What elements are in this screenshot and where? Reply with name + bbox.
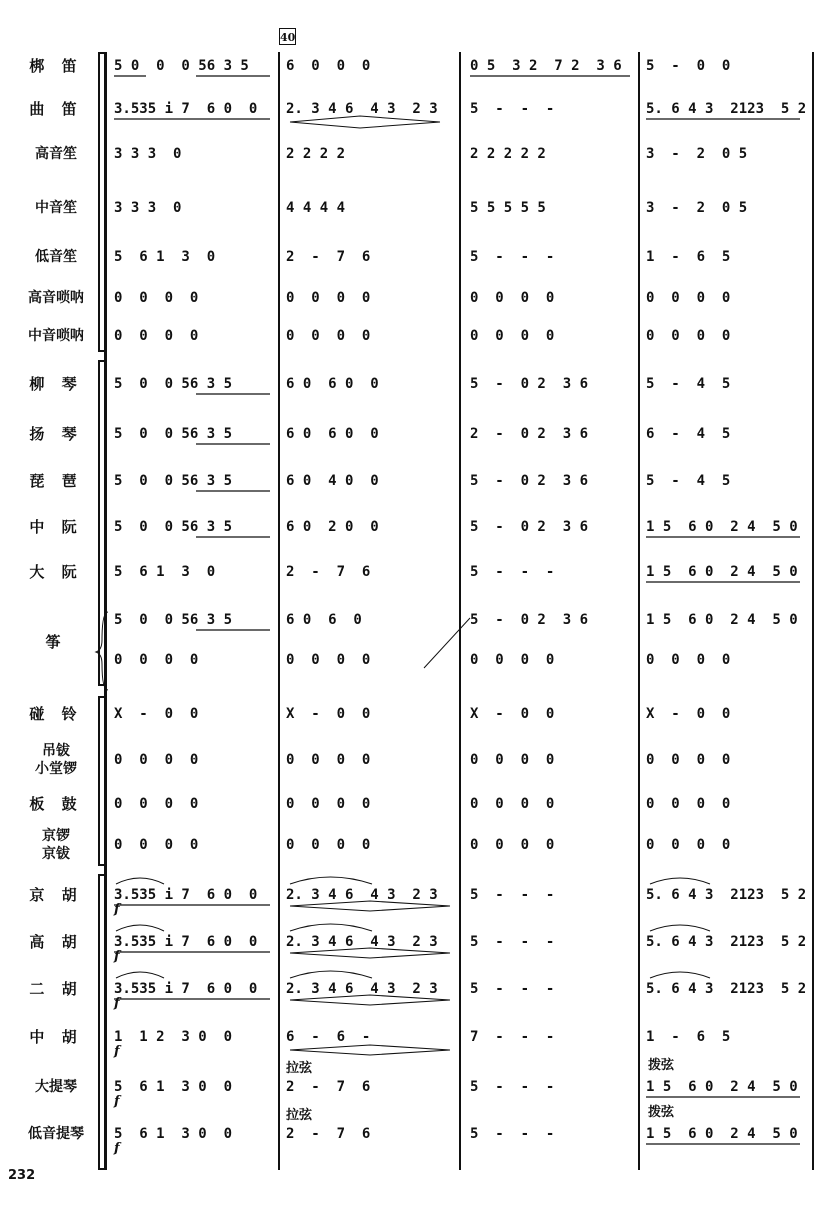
gaoyinsheng-m2: 2 2 2 2 (286, 146, 346, 162)
gaoyinsheng-m4: 3 - 2 0 5 (646, 146, 748, 162)
dynamic-forte-diyintiqin: f (114, 1141, 120, 1156)
zhongruan-m2: 6 0 2 0 0 (286, 519, 379, 535)
pengling-m2: X - 0 0 (286, 706, 371, 722)
zhongruan-m1: 5 0 0 56 3 5 (114, 519, 233, 535)
instrument-label-zheng: 筝 (45, 633, 67, 651)
diaobo-m3: 0 0 0 0 (470, 752, 555, 768)
bangu-m2: 0 0 0 0 (286, 796, 371, 812)
yangqin-m3: 2 - 0 2 3 6 (470, 426, 589, 442)
diaobo-m1: 0 0 0 0 (114, 752, 199, 768)
bangdi-m3: 0 5 3 2 7 2 3 6 (470, 58, 622, 74)
instrument-label-liuqin: 柳 琴 (29, 375, 83, 393)
instrument-label-pengling: 碰 铃 (29, 705, 83, 723)
glissando-line-zheng (424, 618, 470, 668)
yangqin-m4: 6 - 4 5 (646, 426, 731, 442)
zheng-lower-m4: 0 0 0 0 (646, 652, 731, 668)
erhu-m4: 5. 6 4 3 2123 5 2 (646, 981, 807, 997)
daruan-m1: 5 6 1 3 0 (114, 564, 216, 580)
hairpin-cresc-decresc-qudi (290, 116, 440, 122)
bangu-m4: 0 0 0 0 (646, 796, 731, 812)
dynamic-forte-erhu: f (114, 996, 120, 1011)
instrument-label-diaobo-line1: 吊钹 (42, 743, 70, 759)
zhonghu-m4: 1 - 6 5 (646, 1029, 731, 1045)
zheng-upper-m1: 5 0 0 56 3 5 (114, 612, 233, 628)
zhongyinsuona-m3: 0 0 0 0 (470, 328, 555, 344)
jinghu-m4: 5. 6 4 3 2123 5 2 (646, 887, 807, 903)
zhongyinsheng-m3: 5 5 5 5 5 (470, 200, 546, 216)
instrument-label-gaoyinsuona: 高音唢呐 (28, 290, 84, 306)
erhu-m3: 5 - - - (470, 981, 555, 997)
slur-erhu-m1 (116, 972, 164, 978)
instrument-label-bangdi: 梆 笛 (29, 57, 83, 75)
instrument-label-qudi: 曲 笛 (29, 100, 83, 118)
jingluo-m1: 0 0 0 0 (114, 837, 199, 853)
hairpin-zhonghu-b (290, 1050, 450, 1055)
brace-zheng (96, 612, 108, 690)
zheng-lower-m2: 0 0 0 0 (286, 652, 371, 668)
annotation-lazian-diyintiqin: 拉弦 (286, 1108, 313, 1123)
jinghu-m1: 3.535 i 7 6 0 0 (114, 887, 258, 903)
bangdi-m2: 6 0 0 0 (286, 58, 371, 74)
instrument-label-jingluo-line1: 京锣 (42, 828, 70, 844)
zhonghu-m2: 6 - 6 - (286, 1029, 371, 1045)
hairpin-jinghu-b (290, 906, 450, 911)
datiqin-m4: 1 5 6 0 2 4 5 0 (646, 1079, 798, 1095)
pipa-m4: 5 - 4 5 (646, 473, 731, 489)
instrument-label-zhongyinsuona: 中音唢呐 (28, 328, 84, 344)
slur-jinghu-m1 (116, 878, 164, 884)
pipa-m1: 5 0 0 56 3 5 (114, 473, 233, 489)
diyinsheng-m1: 5 6 1 3 0 (114, 249, 216, 265)
instrument-label-yangqin: 扬 琴 (29, 425, 83, 443)
zhongyinsuona-m4: 0 0 0 0 (646, 328, 731, 344)
rehearsal-mark: 40 (279, 28, 296, 45)
pipa-m3: 5 - 0 2 3 6 (470, 473, 589, 489)
zhongyinsuona-m2: 0 0 0 0 (286, 328, 371, 344)
instrument-label-erhu: 二 胡 (29, 980, 83, 998)
jingluo-m2: 0 0 0 0 (286, 837, 371, 853)
hairpin-gaohu (290, 948, 450, 953)
diaobo-m4: 0 0 0 0 (646, 752, 731, 768)
liuqin-m3: 5 - 0 2 3 6 (470, 376, 589, 392)
diyinsheng-m2: 2 - 7 6 (286, 249, 371, 265)
slur-jinghu-m4 (650, 878, 710, 884)
gaoyinsheng-m3: 2 2 2 2 2 (470, 146, 546, 162)
liuqin-m2: 6 0 6 0 0 (286, 376, 379, 392)
liuqin-m4: 5 - 4 5 (646, 376, 731, 392)
hairpin-gaohu-b (290, 953, 450, 958)
instrument-label-zhonghu: 中 胡 (29, 1028, 83, 1046)
diyintiqin-m3: 5 - - - (470, 1126, 555, 1142)
instrument-label-pipa: 琵 琶 (29, 472, 83, 490)
jingluo-m3: 0 0 0 0 (470, 837, 555, 853)
pengling-m1: X - 0 0 (114, 706, 199, 722)
bangdi-m4: 5 - 0 0 (646, 58, 731, 74)
gaoyinsuona-m1: 0 0 0 0 (114, 290, 199, 306)
instrument-label-diaobo-line2: 小堂锣 (35, 761, 77, 777)
instrument-label-diyinsheng: 低音笙 (35, 249, 77, 265)
slur-erhu-m2 (290, 971, 372, 978)
instrument-label-jingluo-line2: 京钹 (42, 846, 70, 862)
zhonghu-m3: 7 - - - (470, 1029, 555, 1045)
zhongyinsheng-m4: 3 - 2 0 5 (646, 200, 748, 216)
instrument-label-diyintiqin: 低音提琴 (28, 1126, 84, 1142)
gaoyinsheng-m1: 3 3 3 0 (114, 146, 182, 162)
qudi-m3: 5 - - - (470, 101, 555, 117)
diyintiqin-m1: 5 6 1 3 0 0 (114, 1126, 233, 1142)
hairpin-erhu-b (290, 1000, 450, 1005)
instrument-label-zhongruan: 中 阮 (29, 518, 83, 536)
zheng-lower-m3: 0 0 0 0 (470, 652, 555, 668)
gaohu-m3: 5 - - - (470, 934, 555, 950)
dynamic-forte-datiqin: f (114, 1094, 120, 1109)
jinghu-m2: 2. 3 4 6 4 3 2 3 (286, 887, 438, 903)
diyinsheng-m3: 5 - - - (470, 249, 555, 265)
datiqin-m3: 5 - - - (470, 1079, 555, 1095)
gaohu-m4: 5. 6 4 3 2123 5 2 (646, 934, 807, 950)
bangu-m3: 0 0 0 0 (470, 796, 555, 812)
qudi-m4: 5. 6 4 3 2123 5 2 (646, 101, 807, 117)
annotation-bozian-datiqin: 拨弦 (648, 1058, 675, 1073)
yangqin-m2: 6 0 6 0 0 (286, 426, 379, 442)
instrument-label-zhongyinsheng: 中音笙 (35, 200, 77, 216)
pengling-m3: X - 0 0 (470, 706, 555, 722)
instrument-label-datiqin: 大提琴 (35, 1079, 77, 1095)
slur-gaohu-m2 (290, 924, 372, 931)
daruan-m3: 5 - - - (470, 564, 555, 580)
gaoyinsuona-m2: 0 0 0 0 (286, 290, 371, 306)
diyintiqin-m2: 2 - 7 6 (286, 1126, 371, 1142)
liuqin-m1: 5 0 0 56 3 5 (114, 376, 233, 392)
hairpin-erhu (290, 995, 450, 1000)
diyintiqin-m4: 1 5 6 0 2 4 5 0 (646, 1126, 798, 1142)
slur-gaohu-m4 (650, 925, 710, 931)
zheng-upper-m2: 6 0 6 0 (286, 612, 362, 628)
bangu-m1: 0 0 0 0 (114, 796, 199, 812)
slur-gaohu-m1 (116, 925, 164, 931)
zhonghu-m1: 1 1 2 3 0 0 (114, 1029, 233, 1045)
instrument-label-gaohu: 高 胡 (29, 933, 83, 951)
qudi-m1: 3.535 i 7 6 0 0 (114, 101, 258, 117)
zheng-lower-m1: 0 0 0 0 (114, 652, 199, 668)
zheng-upper-m3: 5 - 0 2 3 6 (470, 612, 589, 628)
slur-erhu-m4 (650, 972, 710, 978)
pengling-m4: X - 0 0 (646, 706, 731, 722)
annotation-lazian-datiqin: 拉弦 (286, 1061, 313, 1076)
slur-jinghu-m2 (290, 877, 372, 884)
zhongruan-m3: 5 - 0 2 3 6 (470, 519, 589, 535)
instrument-label-bangu: 板 鼓 (29, 795, 83, 813)
dynamic-forte-gaohu: f (114, 949, 120, 964)
instrument-label-jinghu: 京 胡 (29, 886, 83, 904)
page-number: 232 (8, 1168, 36, 1183)
datiqin-m1: 5 6 1 3 0 0 (114, 1079, 233, 1095)
gaohu-m2: 2. 3 4 6 4 3 2 3 (286, 934, 438, 950)
hairpin-jinghu (290, 901, 450, 906)
zheng-upper-m4: 1 5 6 0 2 4 5 0 (646, 612, 798, 628)
qudi-m2: 2. 3 4 6 4 3 2 3 (286, 101, 438, 117)
gaohu-m1: 3.535 i 7 6 0 0 (114, 934, 258, 950)
gaoyinsuona-m3: 0 0 0 0 (470, 290, 555, 306)
instrument-label-daruan: 大 阮 (29, 563, 83, 581)
jinghu-m3: 5 - - - (470, 887, 555, 903)
erhu-m1: 3.535 i 7 6 0 0 (114, 981, 258, 997)
bangdi-m1: 5 0 0 0 56 3 5 (114, 58, 249, 74)
gaoyinsuona-m4: 0 0 0 0 (646, 290, 731, 306)
daruan-m2: 2 - 7 6 (286, 564, 371, 580)
dynamic-forte-jinghu: f (114, 902, 120, 917)
zhongyinsheng-m1: 3 3 3 0 (114, 200, 182, 216)
hairpin-zhonghu (290, 1045, 450, 1050)
datiqin-m2: 2 - 7 6 (286, 1079, 371, 1095)
daruan-m4: 1 5 6 0 2 4 5 0 (646, 564, 798, 580)
zhongyinsheng-m2: 4 4 4 4 (286, 200, 346, 216)
diyinsheng-m4: 1 - 6 5 (646, 249, 731, 265)
erhu-m2: 2. 3 4 6 4 3 2 3 (286, 981, 438, 997)
diaobo-m2: 0 0 0 0 (286, 752, 371, 768)
pipa-m2: 6 0 4 0 0 (286, 473, 379, 489)
hairpin-cresc-decresc-qudi-b (290, 122, 440, 128)
zhongyinsuona-m1: 0 0 0 0 (114, 328, 199, 344)
zhongruan-m4: 1 5 6 0 2 4 5 0 (646, 519, 798, 535)
dynamic-forte-zhonghu: f (114, 1044, 120, 1059)
annotation-bozian-diyintiqin: 拨弦 (648, 1105, 675, 1120)
instrument-label-gaoyinsheng: 高音笙 (35, 146, 77, 162)
yangqin-m1: 5 0 0 56 3 5 (114, 426, 233, 442)
jingluo-m4: 0 0 0 0 (646, 837, 731, 853)
